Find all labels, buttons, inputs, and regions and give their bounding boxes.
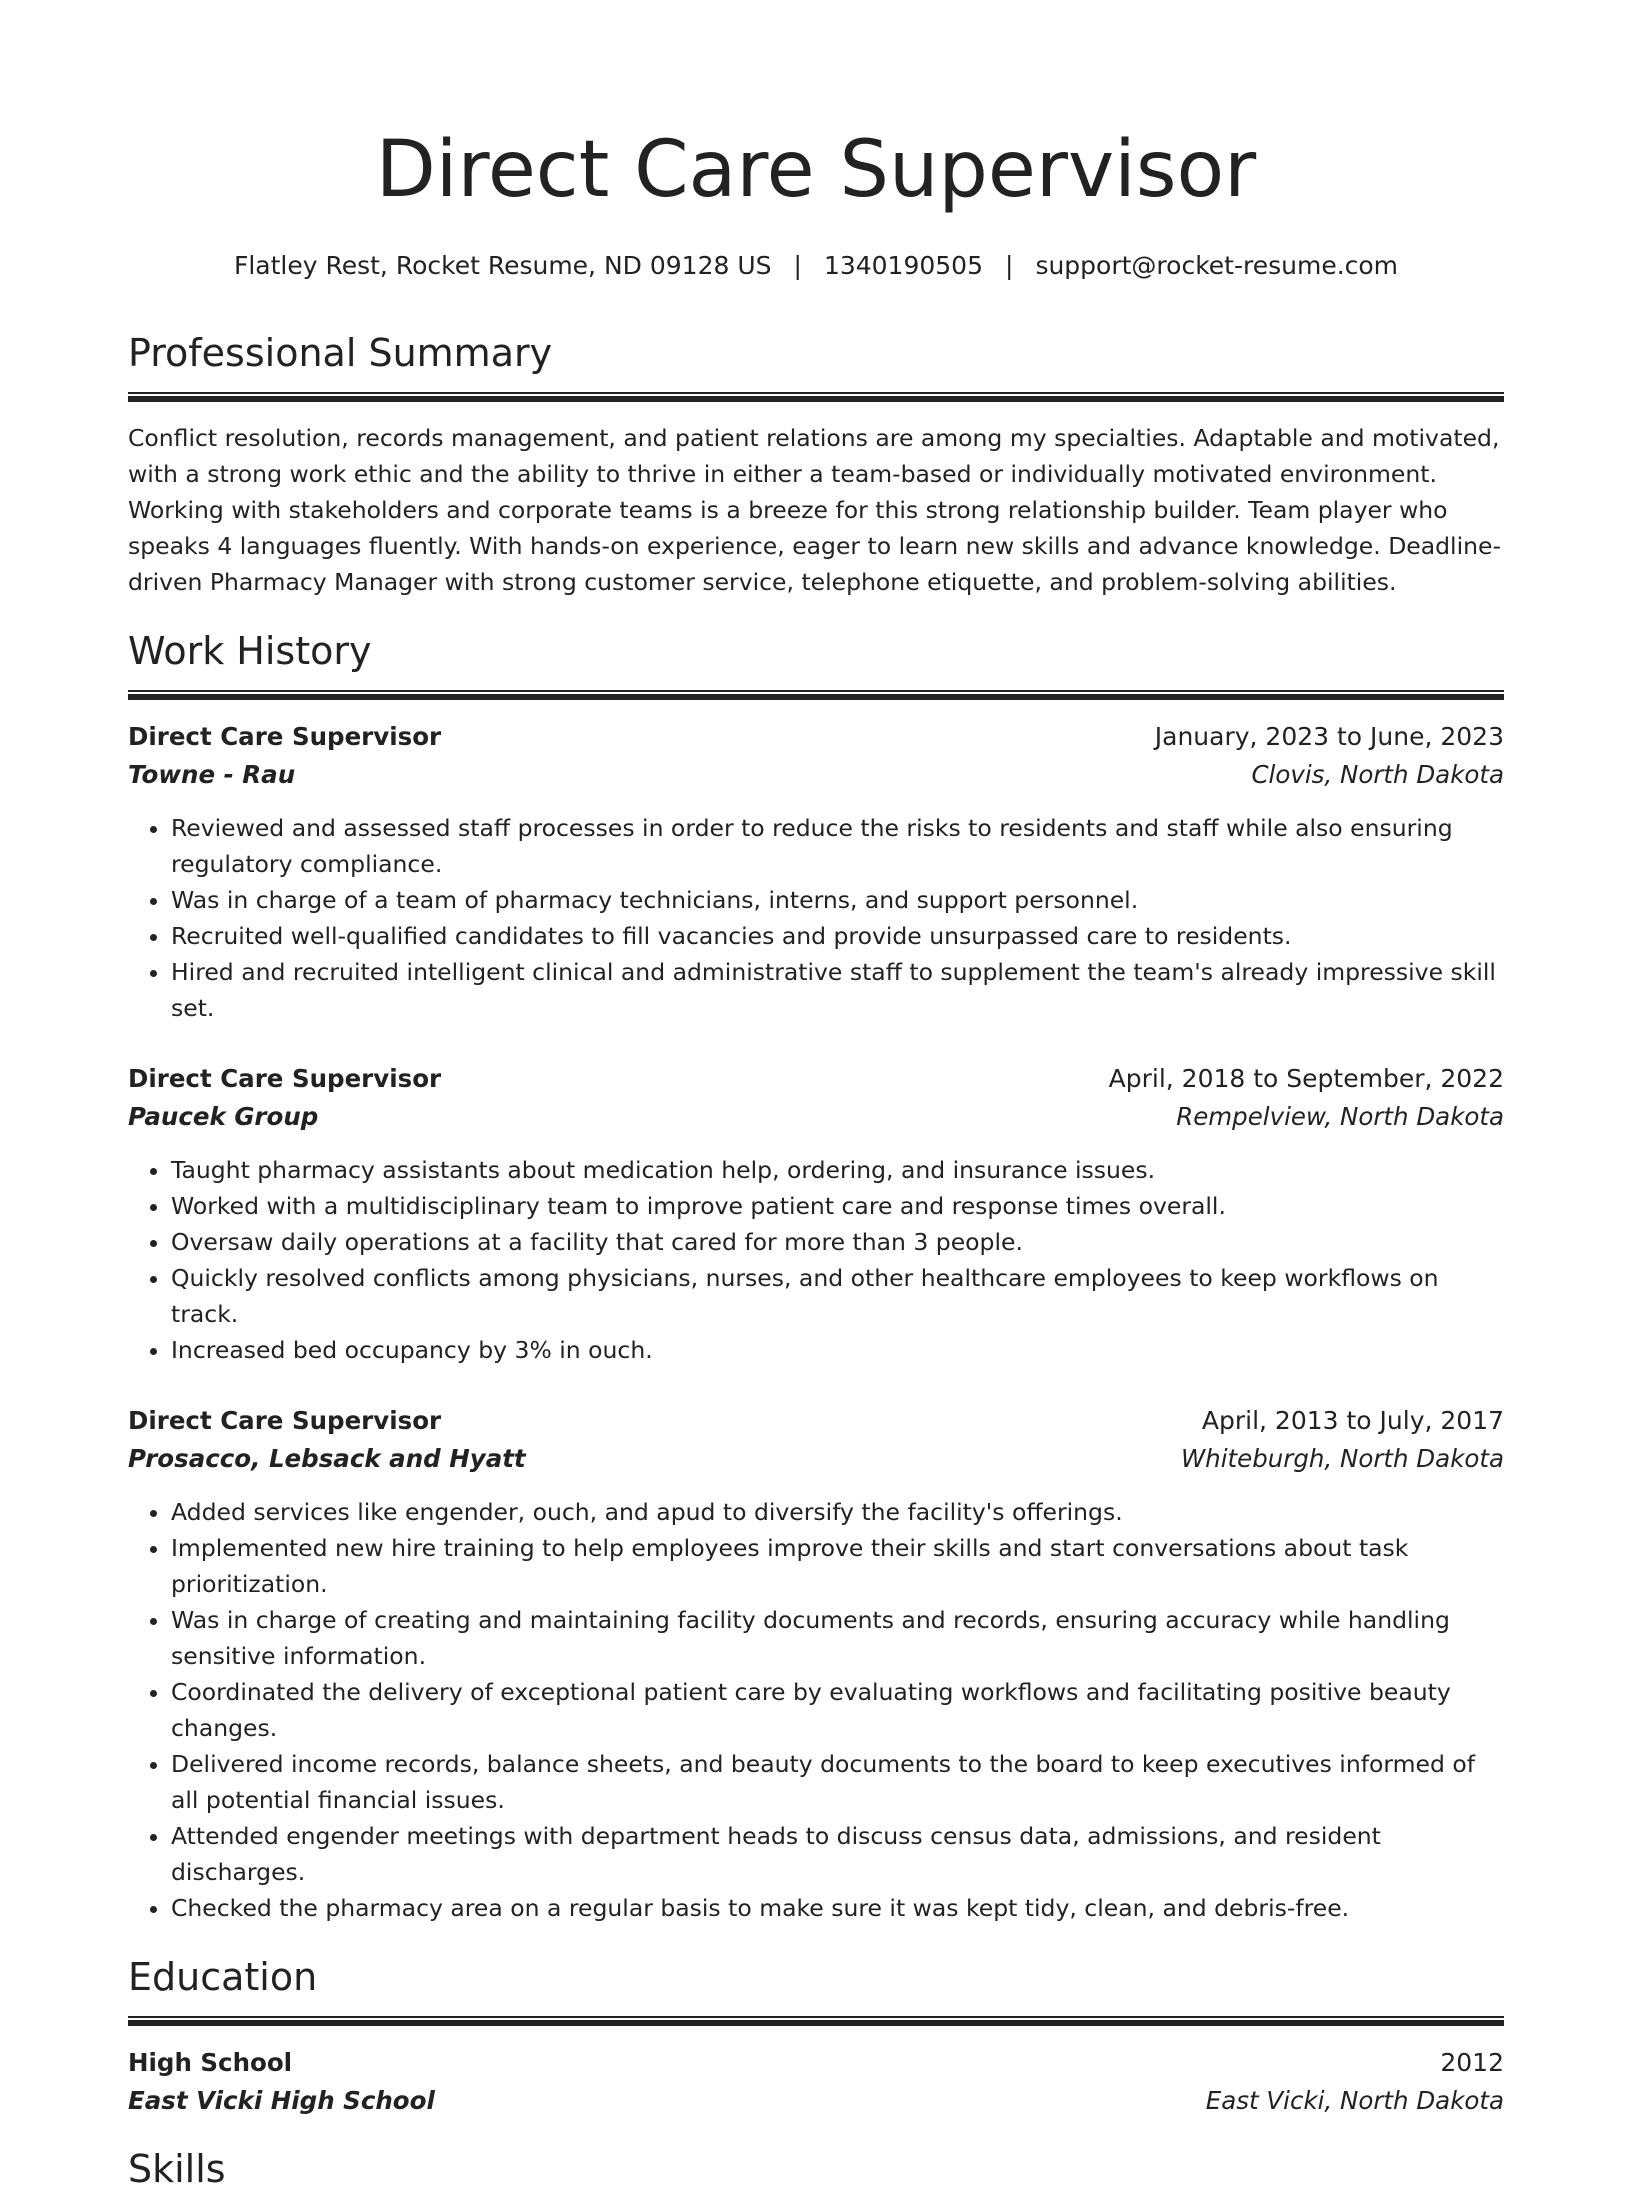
professional-summary-section: [128, 328, 1504, 600]
job-bullet: • Oversaw daily operations at a facility that cared for more than 3 people.: [171, 1224, 1504, 1260]
summary-text: Conflict resolution, records management, and patient relations are among my specialties. Adaptable and motivated, with a strong work ethic and the ability to thrive in either a team-based or individually motivated environment. Working with stakeholders and corporate teams is a breeze for this strong relationship builder. Team player who speaks 4 languages fluently. With hands-on experience, eager to learn new skills and advance knowledge. Deadline-driven Pharmacy Manager with strong customer service, telephone etiquette, and problem-solving abilities.: [128, 424, 1501, 596]
job-location: Rempelview, North Dakota: [1176, 1102, 1504, 1131]
contact-address: Flatley Rest, Rocket Resume, ND 09128 US: [233, 251, 772, 280]
contact-line: [128, 248, 1504, 284]
job-bullet: • Reviewed and assessed staff processes in order to reduce the risks to residents and staff while also ensuring regulatory compliance.: [171, 810, 1504, 882]
contact-phone: 1340190505: [823, 251, 983, 280]
job-bullet: • Added services like engender, ouch, and apud to diversify the facility's offerings.: [171, 1494, 1504, 1530]
contact-separator: |: [793, 251, 802, 280]
job-bullets: [128, 810, 1504, 1026]
work-history-section: [128, 626, 1504, 1926]
section-title-skills: Skills: [128, 2147, 226, 2191]
job-title: Direct Care Supervisor: [128, 722, 442, 751]
job-bullet: • Was in charge of a team of pharmacy technicians, interns, and support personnel.: [171, 882, 1504, 918]
skills-section: [128, 2144, 1504, 2194]
job-company: Prosacco, Lebsack and Hyatt: [128, 1444, 526, 1473]
job-company: Paucek Group: [128, 1102, 319, 1131]
job-bullet: • Implemented new hire training to help employees improve their skills and start conversations about task prioritization.: [171, 1530, 1504, 1602]
job-bullet: • Recruited well-qualified candidates to fill vacancies and provide unsurpassed care to residents.: [171, 918, 1504, 954]
job-entry: [128, 718, 1504, 1026]
job-location: Clovis, North Dakota: [1251, 760, 1504, 789]
education-year: 2012: [1440, 2048, 1504, 2077]
job-dates: January, 2023 to June, 2023: [1154, 722, 1504, 751]
job-bullet: • Hired and recruited intelligent clinical and administrative staff to supplement the team's already impressive skill set.: [171, 954, 1504, 1026]
section-title-summary: Professional Summary: [128, 331, 553, 375]
section-title-education: Education: [128, 1955, 318, 1999]
job-dates: April, 2013 to July, 2017: [1201, 1406, 1504, 1435]
resume-name: Direct Care Supervisor: [375, 125, 1257, 215]
job-bullet: • Attended engender meetings with department heads to discuss census data, admissions, and resident discharges.: [171, 1818, 1504, 1890]
job-company: Towne - Rau: [128, 760, 296, 789]
job-bullet: • Checked the pharmacy area on a regular basis to make sure it was kept tidy, clean, and debris-free.: [171, 1890, 1504, 1926]
job-bullet: • Quickly resolved conflicts among physicians, nurses, and other healthcare employees to keep workflows on track.: [171, 1260, 1504, 1332]
job-title: Direct Care Supervisor: [128, 1064, 442, 1093]
education-section: [128, 1952, 1504, 2120]
section-divider: [128, 2016, 1504, 2026]
job-bullets: [128, 1494, 1504, 1926]
job-bullet: • Coordinated the delivery of exceptional patient care by evaluating workflows and facilitating positive beauty changes.: [171, 1674, 1504, 1746]
education-school: East Vicki High School: [128, 2086, 435, 2115]
contact-email: support@rocket-resume.com: [1035, 251, 1399, 280]
section-divider: [128, 392, 1504, 402]
education-degree: High School: [128, 2048, 293, 2077]
job-title: Direct Care Supervisor: [128, 1406, 442, 1435]
section-divider: [128, 690, 1504, 700]
job-bullet: • Increased bed occupancy by 3% in ouch.: [171, 1332, 1504, 1368]
job-bullet: • Delivered income records, balance sheets, and beauty documents to the board to keep executives informed of all potential financial issues.: [171, 1746, 1504, 1818]
job-bullets: [128, 1152, 1504, 1368]
job-bullet: • Was in charge of creating and maintaining facility documents and records, ensuring accuracy while handling sensitive information.: [171, 1602, 1504, 1674]
job-entry: [128, 1060, 1504, 1368]
education-location: East Vicki, North Dakota: [1205, 2086, 1504, 2115]
section-title-work: Work History: [128, 629, 372, 673]
job-entry: [128, 1402, 1504, 1926]
job-location: Whiteburgh, North Dakota: [1180, 1444, 1504, 1473]
job-bullet: • Taught pharmacy assistants about medication help, ordering, and insurance issues.: [171, 1152, 1504, 1188]
job-bullet: • Worked with a multidisciplinary team to improve patient care and response times overall.: [171, 1188, 1504, 1224]
contact-separator: |: [1005, 251, 1014, 280]
job-dates: April, 2018 to September, 2022: [1108, 1064, 1504, 1093]
